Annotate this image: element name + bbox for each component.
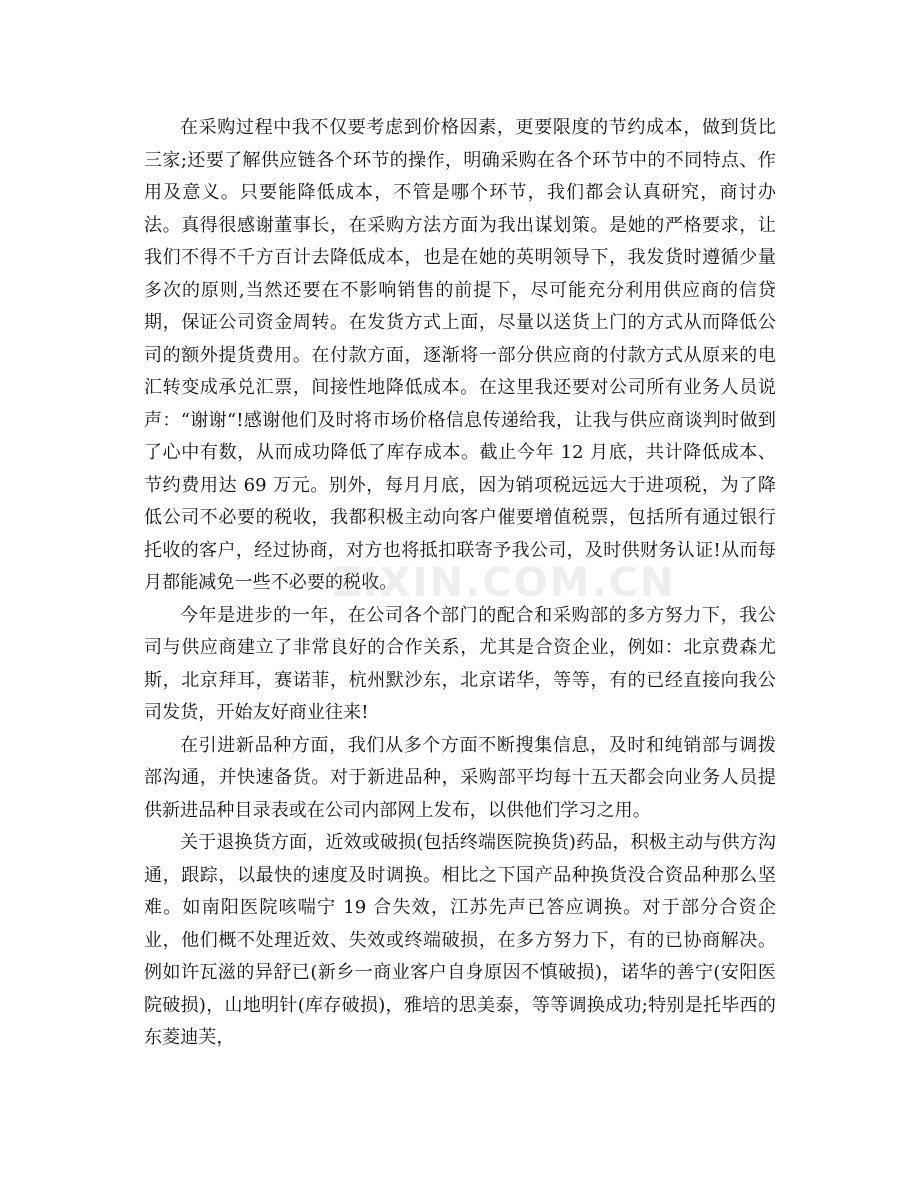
watermark: ZIXIN.COM.CN bbox=[332, 560, 676, 606]
paragraph-3: 在引进新品种方面，我们从多个方面不断搜集信息，及时和纯销部与调拨部沟通，并快速备货。对于新进品种，采购部平均每十五天都会向业务人员提供新进品种目录表或在公司内部网上发布，以供他们学习之用。 bbox=[144, 734, 776, 821]
paragraph-2: 今年是进步的一年，在公司各个部门的配合和采购部的多方努力下，我公司与供应商建立了非常良好的合作关系，尤其是合资企业，例如：北京费森尤斯，北京拜耳，赛诺菲，杭州默沙东，北京诺华，等等，有的已经直接向我公司发货，开始友好商业往来! bbox=[144, 604, 776, 723]
paragraph-1: 在采购过程中我不仅要考虑到价格因素，更要限度的节约成本，做到货比三家;还要了解供应链各个环节的操作，明确采购在各个环节中的不同特点、作用及意义。只要能降低成本，不管是哪个环节，我们都会认真研究，商讨办法。真得很感谢董事长，在采购方法方面为我出谋划策。是她的严格要求，让我们不得不千方百计去降低成本，也是在她的英明领导下，我发货时遵循少量多次的原则,当然还要在不影响销售的前提下，尽可能充分利用供应商的信贷期，保证公司资金周转。在发货方式上面，尽量以送货上门的方式从而降低公司的额外提货费用。在付款方面，逐渐将一部分供应商的付款方式从原来的电汇转变成承兑汇票，间接性地降低成本。在这里我还要对公司所有业务人员说声：“谢谢“!感谢他们及时将市场价格信息传递给我，让我与供应商谈判时做到了心中有数，从而成功降低了库存成本。截止今年 12 月底，共计降低成本、节约费用达 69 万元。别外，每月月底，因为销项税远远大于进项税，为了降低公司不必要的税收，我都积极主动向客户催要增值税票，包括所有通过银行托收的客户，经过协商，对方也将抵扣联寄予我公司，及时供财务认证!从而每月都能减免一些不必要的税收。 bbox=[144, 117, 776, 593]
paragraph-4: 关于退换货方面，近效或破损(包括终端医院换货)药品，积极主动与供方沟通，跟踪，以最快的速度及时调换。相比之下国产品种换货没合资品种那么坚难。如南阳医院咳喘宁 19 合失效，江苏先声已答应调换。对于部分合资企业，他们概不处理近效、失效或终端破损，在多方努力下，有的已协商解决。例如许瓦滋的异舒已(新乡一商业客户自身原因不慎破损)，诺华的善宁(安阳医院破损)，山地明针(库存破损)，雅培的思美泰，等等调换成功;特别是托毕西的东菱迪芙， bbox=[144, 832, 776, 1048]
